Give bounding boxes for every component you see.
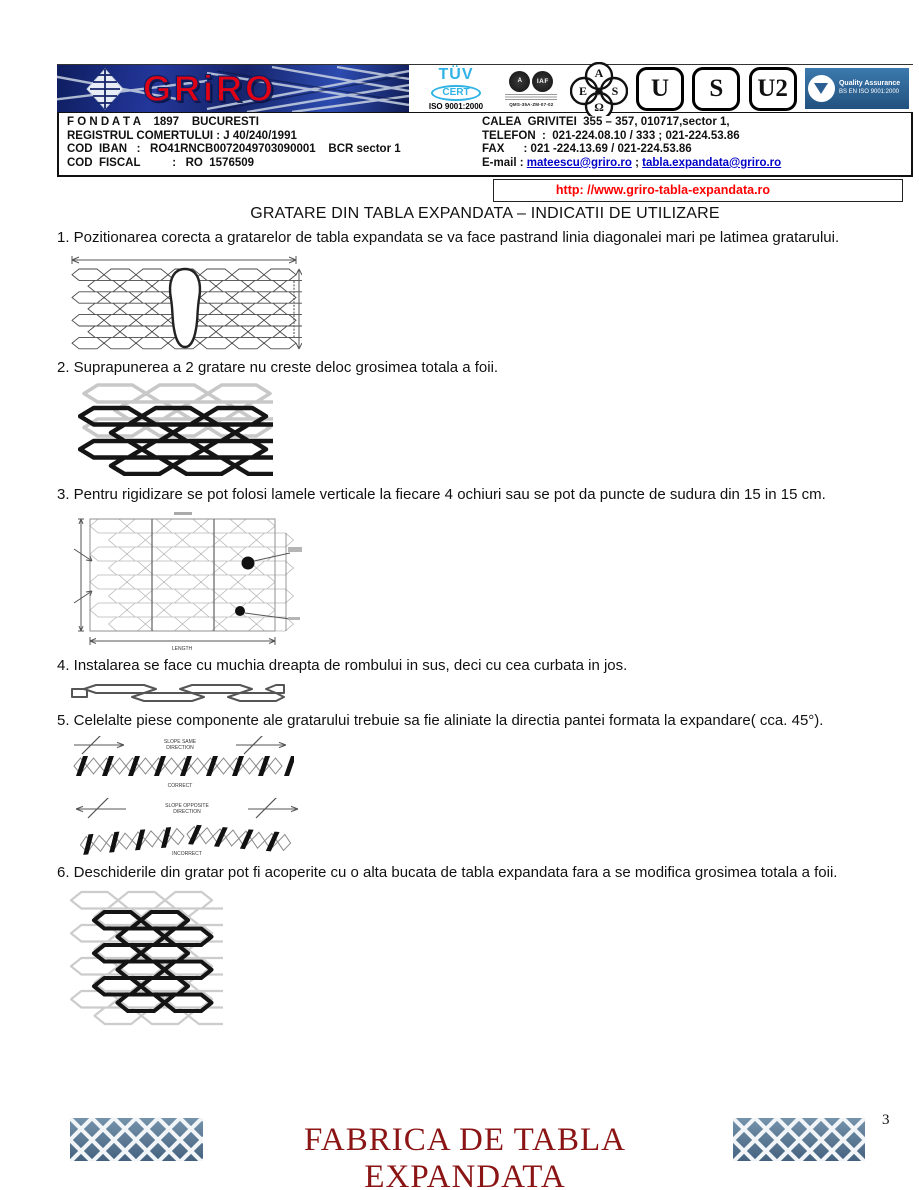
iban-line: COD IBAN : RO41RNCB0072049703090001 BCR sector 1 [67, 143, 401, 156]
company-info-left [67, 116, 482, 170]
email-link-2[interactable]: tabla.expandata@griro.ro [642, 156, 782, 169]
instruction-item-4: 4. Instalarea se face cu muchia dreapta de rombului in sus, deci cu cea curbata in jos. [57, 657, 628, 675]
figure-slope-correct [68, 736, 294, 790]
website-url-box [493, 179, 903, 202]
weld-point-1 [242, 557, 255, 570]
footer-mesh-right-icon [733, 1118, 865, 1161]
tuv-cert-logo [419, 67, 493, 111]
registered-firm-icon [808, 75, 835, 102]
fine-print-lines [505, 94, 557, 101]
address-line: CALEA GRIVITEI 355 – 357, 010717,sector 1, [482, 116, 730, 128]
svg-text:Ω: Ω [593, 99, 604, 114]
slope-opposite-label-2: DIRECTION [173, 809, 201, 816]
svg-text:S: S [611, 83, 618, 98]
weld-point-2 [235, 606, 245, 616]
footprint-shape [170, 269, 200, 347]
brand-logo-text: GRiRO [143, 67, 277, 109]
company-info-right [482, 116, 905, 170]
tuv-label: TÜV [438, 65, 474, 83]
figure-stiffening-drawing [68, 511, 308, 651]
svg-text:A: A [594, 65, 603, 80]
page-number: 3 [882, 1112, 890, 1128]
slope-opposite-label-1: SLOPE OPPOSITE [165, 803, 209, 810]
crest-stamp-icon: A [509, 71, 530, 92]
iso-label: ISO 9001:2000 [428, 101, 484, 111]
footer-banner [0, 1116, 919, 1190]
figure-positioning-footprint [70, 255, 302, 353]
stamp-s: S [692, 67, 740, 111]
header-banner [57, 64, 913, 112]
fax-line: FAX : 021 -224.13.69 / 021-224.53.86 [482, 143, 692, 156]
iaf-stamp-icon: IAF [532, 71, 553, 92]
fiscal-line: COD FISCAL : RO 1576509 [67, 156, 255, 169]
griro-diamond-icon [85, 67, 125, 111]
brand-banner [57, 65, 409, 112]
clover-stamp-icon [570, 62, 628, 116]
phone-line: TELEFON : 021-224.08.10 / 333 ; 021-224.53.86 [482, 129, 740, 142]
length-label: LENGTH [171, 646, 193, 652]
figure-edge-profile [70, 680, 288, 706]
website-url[interactable]: http: //www.griro-tabla-expandata.ro [555, 183, 771, 198]
cert-label: CERT [431, 85, 480, 101]
qa-line1: Quality Assurance [838, 80, 901, 88]
instruction-item-6: 6. Deschiderile din gratar pot fi acoperite cu o alta bucata de tabla expandata fara a se modifica grosimea totala a foii. [57, 864, 838, 882]
email-separator: ; [631, 156, 643, 169]
qa-line2: BS EN ISO 9001:2000 [838, 89, 900, 96]
registru-line: REGISTRUL COMERTULUI : J 40/240/1991 [67, 129, 297, 142]
instruction-item-3: 3. Pentru rigidizare se pot folosi lamele verticale la fiecare 4 ochiuri sau se pot da puncte de sudura din 15 in 15 cm. [57, 486, 826, 504]
instruction-item-2: 2. Suprapunerea a 2 gratare nu creste deloc grosimea totala a foii. [57, 359, 499, 377]
fondata-line: F O N D A T A 1897 BUCURESTI [67, 116, 259, 128]
figure-patch-overlay [68, 890, 223, 1032]
email-link-1[interactable]: mateescu@griro.ro [526, 156, 632, 169]
slope-same-label-2: DIRECTION [166, 745, 194, 752]
instruction-item-1: 1. Pozitionarea corecta a gratarelor de tabla expandata se va face pastrand linia diagonalei mari pe latimea gratarului. [57, 229, 840, 247]
figure-slope-incorrect [68, 798, 308, 858]
figure-overlapped-sheets [78, 382, 273, 476]
svg-text:E: E [578, 83, 587, 98]
accreditation-stamps [501, 71, 561, 107]
email-label: E-mail : [482, 156, 527, 169]
quality-assurance-badge [805, 68, 909, 109]
stamp-u2: U2 [749, 67, 797, 111]
stamp-u: U [636, 67, 684, 111]
instruction-item-5: 5. Celelalte piese componente ale gratarului trebuie sa fie aliniate la directia pantei formata la expandare( cca. 45°). [57, 712, 824, 730]
weld-note-smudge-1 [288, 547, 302, 552]
svg-text:✳: ✳ [594, 86, 603, 98]
company-info-box [57, 112, 913, 177]
footer-title: FABRICA DE TABLA EXPANDATA [303, 1122, 626, 1190]
accreditation-code: QMS-35A-ZM-07-02 [509, 101, 554, 107]
slope-same-label-1: SLOPE SAME [163, 739, 197, 746]
top-note-smudge [174, 512, 192, 515]
email-line [482, 157, 905, 171]
weld-note-smudge-2 [288, 617, 300, 620]
page-title: GRATARE DIN TABLA EXPANDATA – INDICATII DE UTILIZARE [250, 205, 720, 223]
incorrect-label: INCORRECT [172, 851, 202, 858]
certification-strip [409, 65, 913, 112]
correct-label: CORRECT [167, 783, 193, 790]
footer-mesh-left-icon [70, 1118, 203, 1161]
